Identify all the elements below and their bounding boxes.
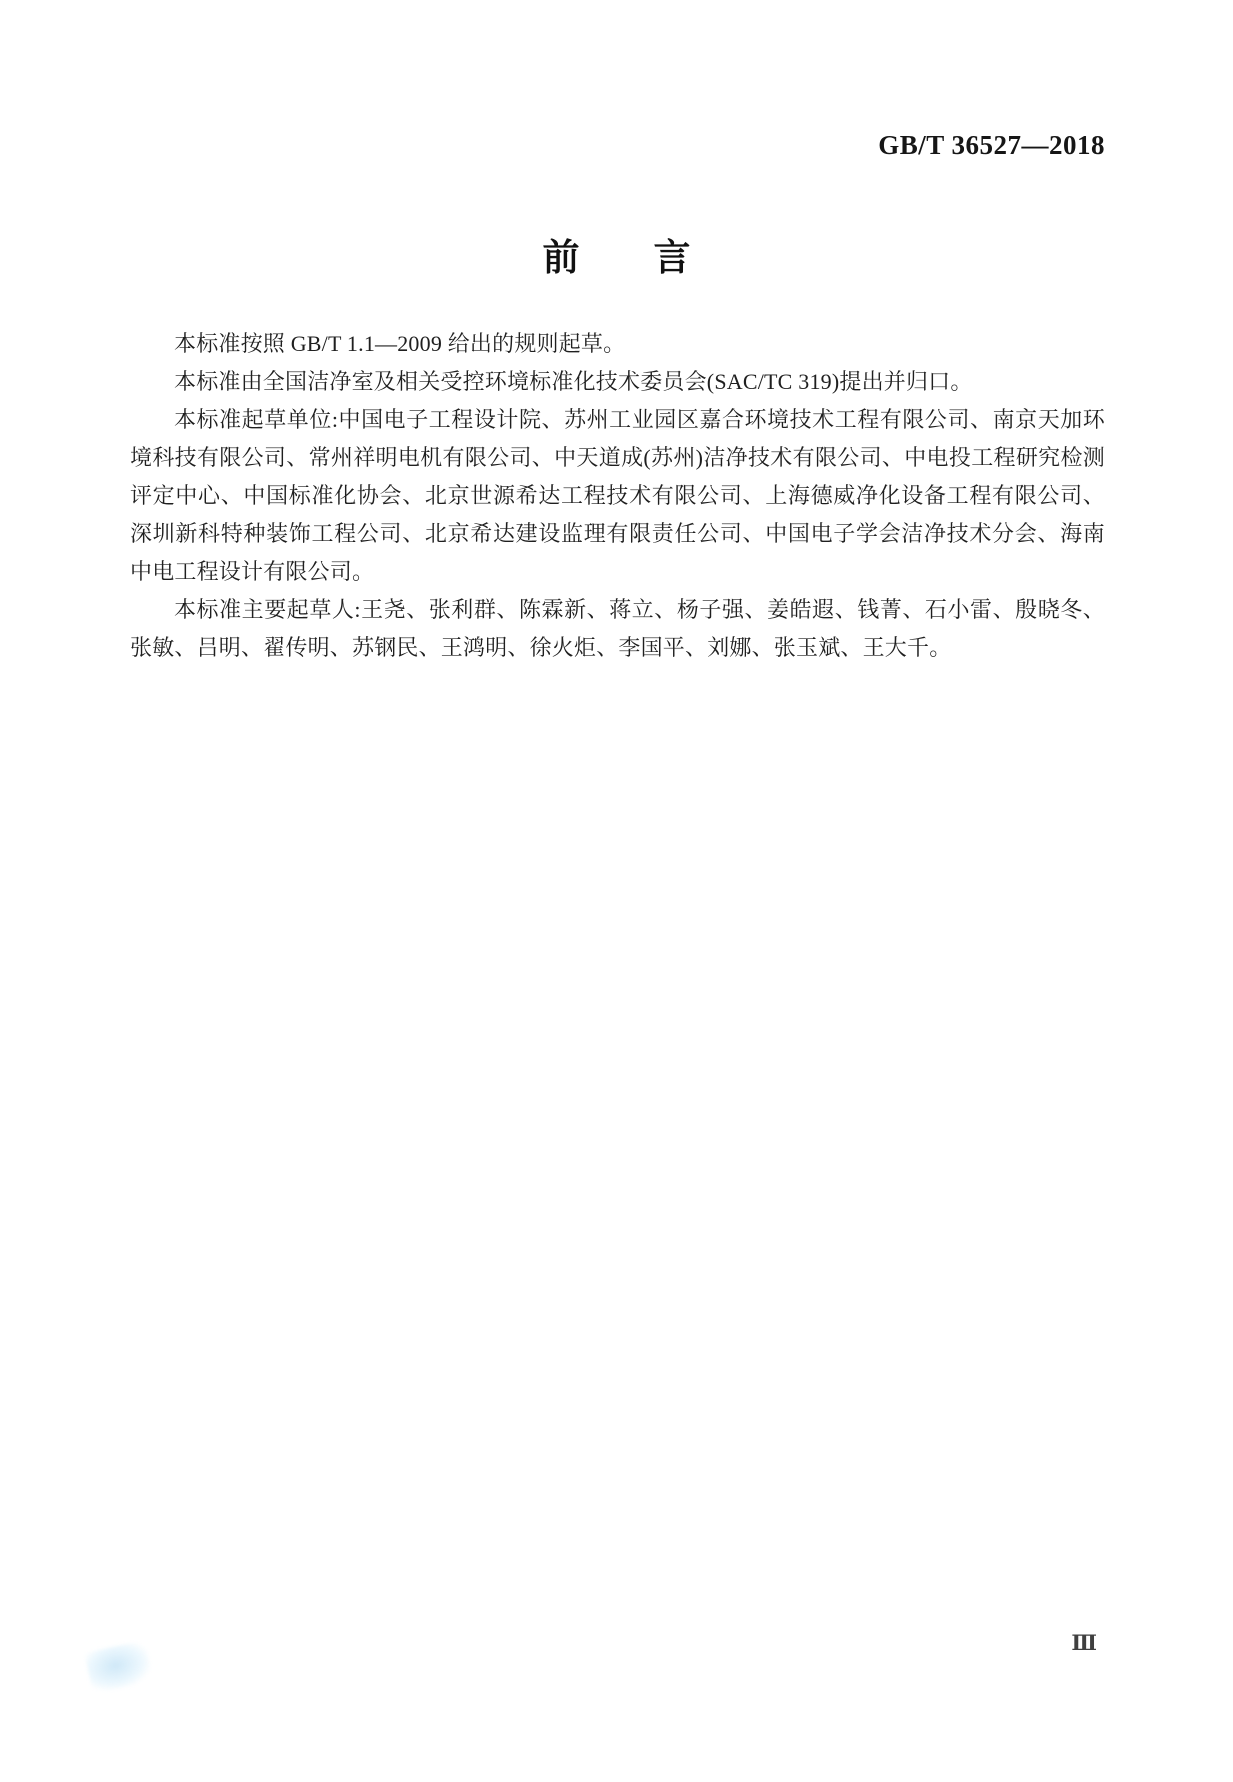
foreword-paragraph-rule-basis: 本标准按照 GB/T 1.1—2009 给出的规则起草。	[174, 331, 626, 356]
page-number: Ⅲ	[1071, 1631, 1097, 1655]
foreword-paragraph-proposed-by: 本标准由全国洁净室及相关受控环境标准化技术委员会(SAC/TC 319)提出并归口。	[174, 369, 973, 394]
scan-smudge-mark	[84, 1640, 153, 1694]
page-title: 前 言	[542, 237, 691, 278]
foreword-body	[0, 325, 1233, 667]
page-header	[0, 0, 1233, 161]
standard-code: GB/T 36527—2018	[878, 130, 1105, 160]
foreword-paragraph-main-drafters: 本标准主要起草人:王尧、张利群、陈霖新、蒋立、杨子强、姜皓遐、钱菁、石小雷、殷晓冬、张敏、吕明、翟传明、苏钢民、王鸿明、徐火炬、李国平、刘娜、张玉斌、王大千。	[130, 597, 1105, 660]
foreword-paragraph-drafting-organizations: 本标准起草单位:中国电子工程设计院、苏州工业园区嘉合环境技术工程有限公司、南京天加环境科技有限公司、常州祥明电机有限公司、中天道成(苏州)洁净技术有限公司、中电投工程研究检测评定中心、中国标准化协会、北京世源希达工程技术有限公司、上海德威净化设备工程有限公司、深圳新科特种装饰工程公司、北京希达建设监理有限责任公司、中国电子学会洁净技术分会、海南中电工程设计有限公司。	[130, 407, 1105, 584]
